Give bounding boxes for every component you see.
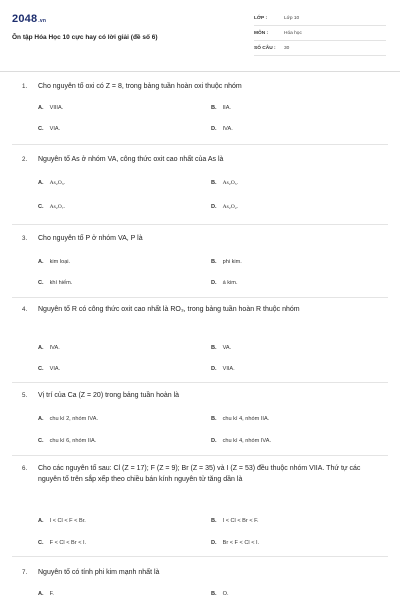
option-label: D. <box>211 126 217 132</box>
option-text: phi kim. <box>222 259 242 265</box>
option-text: As₂O₇. <box>49 204 66 210</box>
option-a[interactable] <box>38 180 65 186</box>
option-label: A. <box>38 518 44 524</box>
logo-text: 2048 <box>12 13 38 25</box>
question-text: Nguyên tố As ở nhóm VA, công thức oxit cao nhất của As là <box>38 156 224 163</box>
option-a[interactable] <box>38 518 86 524</box>
option-b[interactable] <box>211 416 269 422</box>
question-divider <box>12 455 388 456</box>
question-text: Nguyên tố có tính phi kim mạnh nhất là <box>38 569 160 576</box>
option-label: B. <box>211 180 217 186</box>
meta-count-key: SỐ CÂU : <box>254 46 276 51</box>
option-text: As₂O₂. <box>222 204 239 210</box>
option-a[interactable] <box>38 345 60 351</box>
option-b[interactable] <box>211 518 259 524</box>
question-divider <box>12 556 388 557</box>
option-label: C. <box>38 438 44 444</box>
question-number: 1. <box>22 83 28 90</box>
option-text: chu kì 4, nhóm IIA. <box>222 416 270 422</box>
meta-divider <box>254 55 386 56</box>
question-divider <box>12 144 388 145</box>
question-text: Cho nguyên tố P ở nhóm VA, P là <box>38 235 143 242</box>
option-text: VIIA. <box>222 366 235 372</box>
option-label: A. <box>38 259 44 265</box>
option-label: D. <box>211 540 217 546</box>
option-label: B. <box>211 591 217 597</box>
meta-divider <box>254 25 386 26</box>
option-text: VIA. <box>49 366 61 372</box>
option-label: B. <box>211 416 217 422</box>
option-label: B. <box>211 518 217 524</box>
option-c[interactable] <box>38 280 72 286</box>
meta-subject-key: MÔN : <box>254 31 269 36</box>
option-b[interactable] <box>211 259 242 265</box>
question-text: Cho các nguyên tố sau: Cl (Z = 17); F (Z = 9); Br (Z = 35) và I (Z = 53) đều thuộc nhóm VIIA. Thứ tự các nguyên tố trên sắp xếp theo chiều bán kính nguyên tử tăng dần là <box>38 465 361 483</box>
option-text: khí hiếm. <box>49 280 73 286</box>
option-label: B. <box>211 105 217 111</box>
option-c[interactable] <box>38 366 60 372</box>
option-d[interactable] <box>211 540 259 546</box>
option-text: chu kì 4, nhóm IVA. <box>222 438 271 444</box>
option-label: C. <box>38 280 44 286</box>
quiz-header <box>0 0 400 70</box>
meta-class-key: LỚP : <box>254 16 268 21</box>
option-d[interactable] <box>211 366 235 372</box>
option-text: kim loại. <box>49 259 71 265</box>
option-d[interactable] <box>211 280 238 286</box>
option-label: B. <box>211 345 217 351</box>
option-label: D. <box>211 204 217 210</box>
question-text: Cho nguyên tố oxi có Z = 8, trong bảng tuần hoàn oxi thuộc nhóm <box>38 83 242 90</box>
question-number: 4. <box>22 306 28 313</box>
header-divider <box>0 71 400 72</box>
logo-suffix: .vn <box>38 18 47 24</box>
option-label: D. <box>211 366 217 372</box>
option-label: A. <box>38 105 44 111</box>
option-text: VA. <box>222 345 232 351</box>
option-c[interactable] <box>38 540 86 546</box>
option-c[interactable] <box>38 204 65 210</box>
option-label: A. <box>38 345 44 351</box>
question-text: Vị trí của Ca (Z = 20) trong bảng tuần hoàn là <box>38 392 180 399</box>
meta-count-value: 30 <box>284 46 290 51</box>
option-c[interactable] <box>38 438 96 444</box>
option-c[interactable] <box>38 126 60 132</box>
option-text: chu kì 6, nhóm IIA. <box>49 438 97 444</box>
option-label: C. <box>38 204 44 210</box>
question-number: 2. <box>22 156 28 163</box>
question-text: Nguyên tố R có công thức oxit cao nhất là RO₃, trong bảng tuần hoàn R thuộc nhóm <box>38 306 300 313</box>
option-text: I < Cl < Br < F. <box>222 518 259 524</box>
option-b[interactable] <box>211 591 229 597</box>
option-label: A. <box>38 180 44 186</box>
option-text: F. <box>49 591 54 597</box>
option-text: As₂O₃. <box>49 180 66 186</box>
question-number: 7. <box>22 569 28 576</box>
option-d[interactable] <box>211 438 271 444</box>
option-text: VIIIA. <box>49 105 64 111</box>
question-number: 6. <box>22 465 28 472</box>
meta-class-value: Lớp 10 <box>284 16 300 21</box>
question-divider <box>12 224 388 225</box>
option-a[interactable] <box>38 416 98 422</box>
option-text: Br < F < Cl < I. <box>222 540 260 546</box>
option-a[interactable] <box>38 105 63 111</box>
site-logo[interactable] <box>12 13 46 25</box>
option-text: I < Cl < F < Br. <box>49 518 86 524</box>
option-d[interactable] <box>211 126 233 132</box>
option-b[interactable] <box>211 180 238 186</box>
option-b[interactable] <box>211 345 231 351</box>
question-divider <box>12 297 388 298</box>
option-label: B. <box>211 259 217 265</box>
option-label: D. <box>211 280 217 286</box>
option-text: O. <box>222 591 229 597</box>
option-text: F < Cl < Br < I. <box>49 540 87 546</box>
option-label: C. <box>38 126 44 132</box>
option-text: á kim. <box>222 280 238 286</box>
option-label: C. <box>38 540 44 546</box>
question-number: 5. <box>22 392 28 399</box>
option-text: IVA. <box>222 126 233 132</box>
option-b[interactable] <box>211 105 231 111</box>
option-text: IIA. <box>222 105 231 111</box>
option-label: A. <box>38 416 44 422</box>
option-label: C. <box>38 366 44 372</box>
option-text: VIA. <box>49 126 61 132</box>
quiz-title: Ôn tập Hóa Học 10 cực hay có lời giải (đề số 6) <box>12 34 158 41</box>
option-a[interactable] <box>38 259 70 265</box>
option-label: D. <box>211 438 217 444</box>
meta-divider <box>254 40 386 41</box>
question-number: 3. <box>22 235 28 242</box>
option-label: A. <box>38 591 44 597</box>
option-a[interactable] <box>38 591 54 597</box>
meta-subject-value: Hóa học <box>284 31 302 36</box>
question-divider <box>12 382 388 383</box>
option-d[interactable] <box>211 204 238 210</box>
option-text: IVA. <box>49 345 60 351</box>
option-text: As₂O₅. <box>222 180 239 186</box>
option-text: chu kì 2, nhóm IVA. <box>49 416 98 422</box>
